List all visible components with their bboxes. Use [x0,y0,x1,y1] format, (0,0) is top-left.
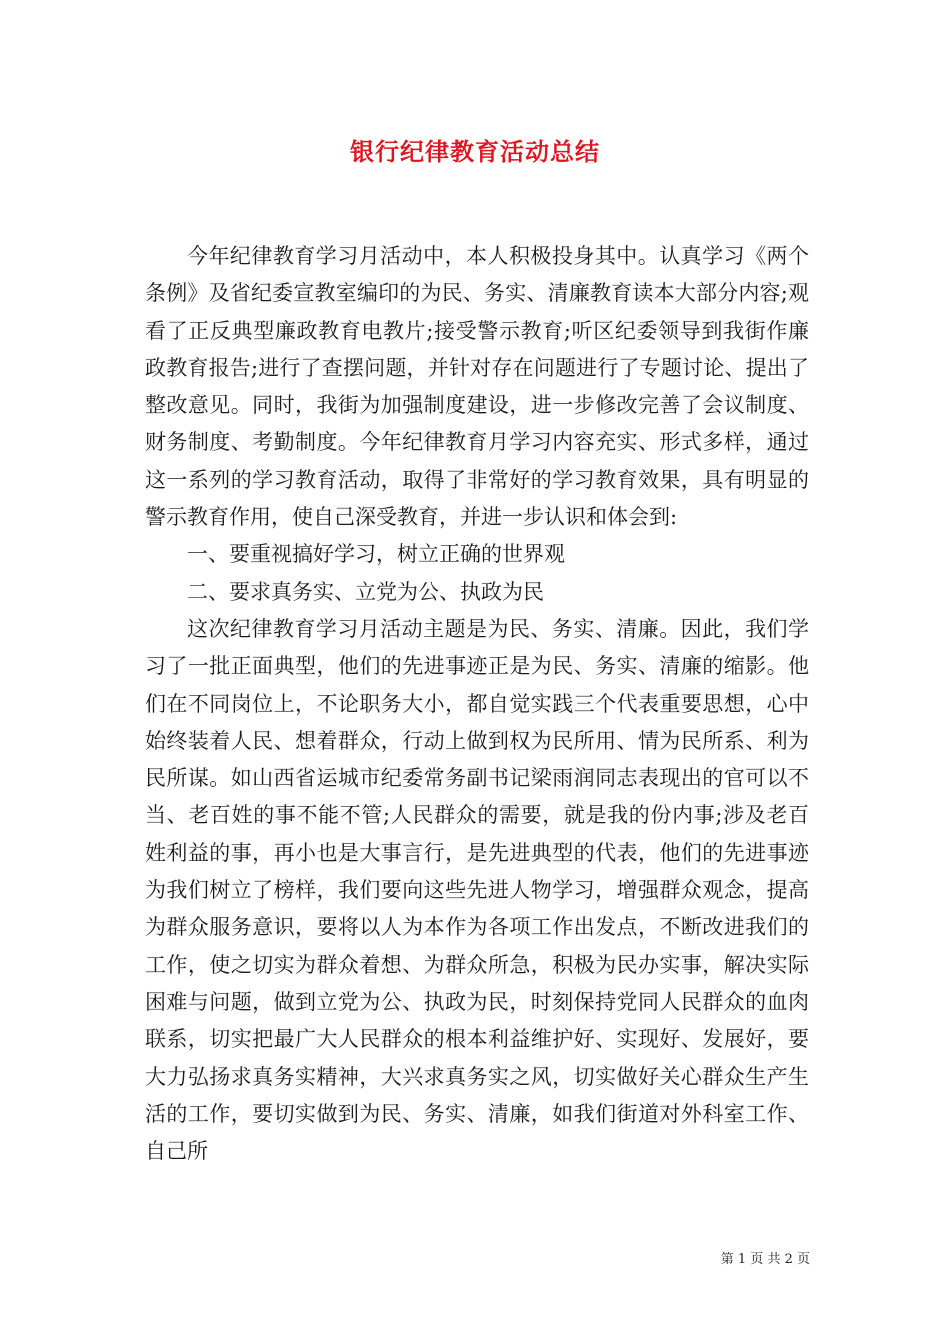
document-title: 银行纪律教育活动总结 [350,137,600,166]
paragraph-point-two: 二、要求真务实、立党为公、执政为民 [187,579,544,604]
paragraph-intro: 今年纪律教育学习月活动中，本人积极投身其中。认真学习《两个条例》及省纪委宣教室编印的为民、务实、清廉教育读本大部分内容;观看了正反典型廉政教育电教片;接受警示教育;听区纪委领导到我街作廉政教育报告;进行了查摆问题，并针对存在问题进行了专题讨论、提出了整改意见。同时，我街为加强制度建设，进一步修改完善了会议制度、财务制度、考勤制度。今年纪律教育月学习内容充实、形式多样，通过这一系列的学习教育活动，取得了非常好的学习教育效果，具有明显的警示教育作用，使自己深受教育，并进一步认识和体会到: [145,244,809,530]
page-number: 第 1 页 共 2 页 [720,1252,810,1267]
paragraph-theme: 这次纪律教育学习月活动主题是为民、务实、清廉。因此，我们学习了一批正面典型，他们的先进事迹正是为民、务实、清廉的缩影。他们在不同岗位上，不论职务大小，都自觉实践三个代表重要思想，心中始终装着人民、想着群众，行动上做到权为民所用、情为民所系、利为民所谋。如山西省运城市纪委常务副书记梁雨润同志表现出的官可以不当、老百姓的事不能不管;人民群众的需要，就是我的份内事;涉及老百姓利益的事，再小也是大事言行，是先进典型的代表，他们的先进事迹为我们树立了榜样，我们要向这些先进人物学习，增强群众观念，提高为群众服务意识，要将以人为本作为各项工作出发点，不断改进我们的工作，使之切实为群众着想、为群众所急，积极为民办实事，解决实际困难与问题，做到立党为公、执政为民，时刻保持党同人民群众的血肉联系，切实把最广大人民群众的根本利益维护好、实现好、发展好，要大力弘扬求真务实精神，大兴求真务实之风，切实做好关心群众生产生活的工作，要切实做到为民、务实、清廉，如我们街道对外科室工作、自己所 [145,616,809,1164]
paragraph-point-one: 一、要重视搞好学习，树立正确的世界观 [187,542,565,567]
document-body [145,238,809,1170]
